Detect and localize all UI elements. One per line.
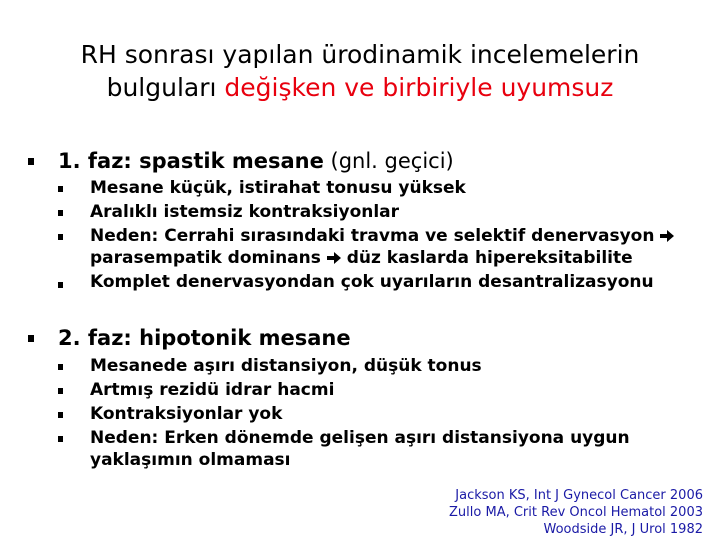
references <box>449 487 703 538</box>
reference-item: Woodside JR, J Urol 1982 <box>543 522 703 537</box>
square-bullet-icon <box>58 388 63 394</box>
title-line-2-text: bulguları <box>106 73 225 102</box>
phase-2-title: 2. faz: hipotonik mesane <box>58 326 351 350</box>
square-bullet-icon <box>58 210 63 216</box>
square-bullet-icon <box>58 436 63 442</box>
square-bullet-icon <box>58 186 63 192</box>
phase-1-note: (gnl. geçici) <box>323 149 454 173</box>
list-item-text: Mesane küçük, istirahat tonusu yüksek <box>90 178 466 198</box>
right-arrow-icon <box>327 252 341 264</box>
square-bullet-icon <box>28 335 34 342</box>
list-item-text: Mesanede aşırı distansiyon, düşük tonus <box>90 356 482 376</box>
list-item-text: Artmış rezidü idrar hacmi <box>90 380 335 400</box>
list-item-text: parasempatik dominans <box>90 247 321 268</box>
title-highlight: değişken ve birbiriyle uyumsuz <box>224 73 614 102</box>
square-bullet-icon <box>28 158 34 165</box>
square-bullet-icon <box>58 234 63 240</box>
square-bullet-icon <box>58 364 63 370</box>
reference-item: Jackson KS, Int J Gynecol Cancer 2006 <box>455 488 703 503</box>
slide-title <box>20 38 700 104</box>
reference-item: Zullo MA, Crit Rev Oncol Hematol 2003 <box>449 505 703 520</box>
title-line-1: RH sonrası yapılan ürodinamik incelemelerin <box>80 40 640 69</box>
right-arrow-icon <box>660 230 674 242</box>
square-bullet-icon <box>58 412 63 418</box>
list-item-text: Kontraksiyonlar yok <box>90 404 283 424</box>
square-bullet-icon <box>58 282 63 288</box>
title-line-2 <box>20 71 700 104</box>
list-item-text: Neden: Erken dönemde gelişen aşırı distansiyona uygun yaklaşımın olmaması <box>90 428 630 470</box>
list-item-text: Neden: Cerrahi sırasındaki travma ve selektif denervasyon <box>90 226 655 246</box>
list-item-text: düz kaslarda hipereksitabilite <box>346 247 633 268</box>
list-item-text: Komplet denervasyondan çok uyarıların desantralizasyonu <box>90 272 654 292</box>
phase-1-title: 1. faz: spastik mesane <box>58 149 324 173</box>
list-item-text: Aralıklı istemsiz kontraksiyonlar <box>90 202 400 222</box>
